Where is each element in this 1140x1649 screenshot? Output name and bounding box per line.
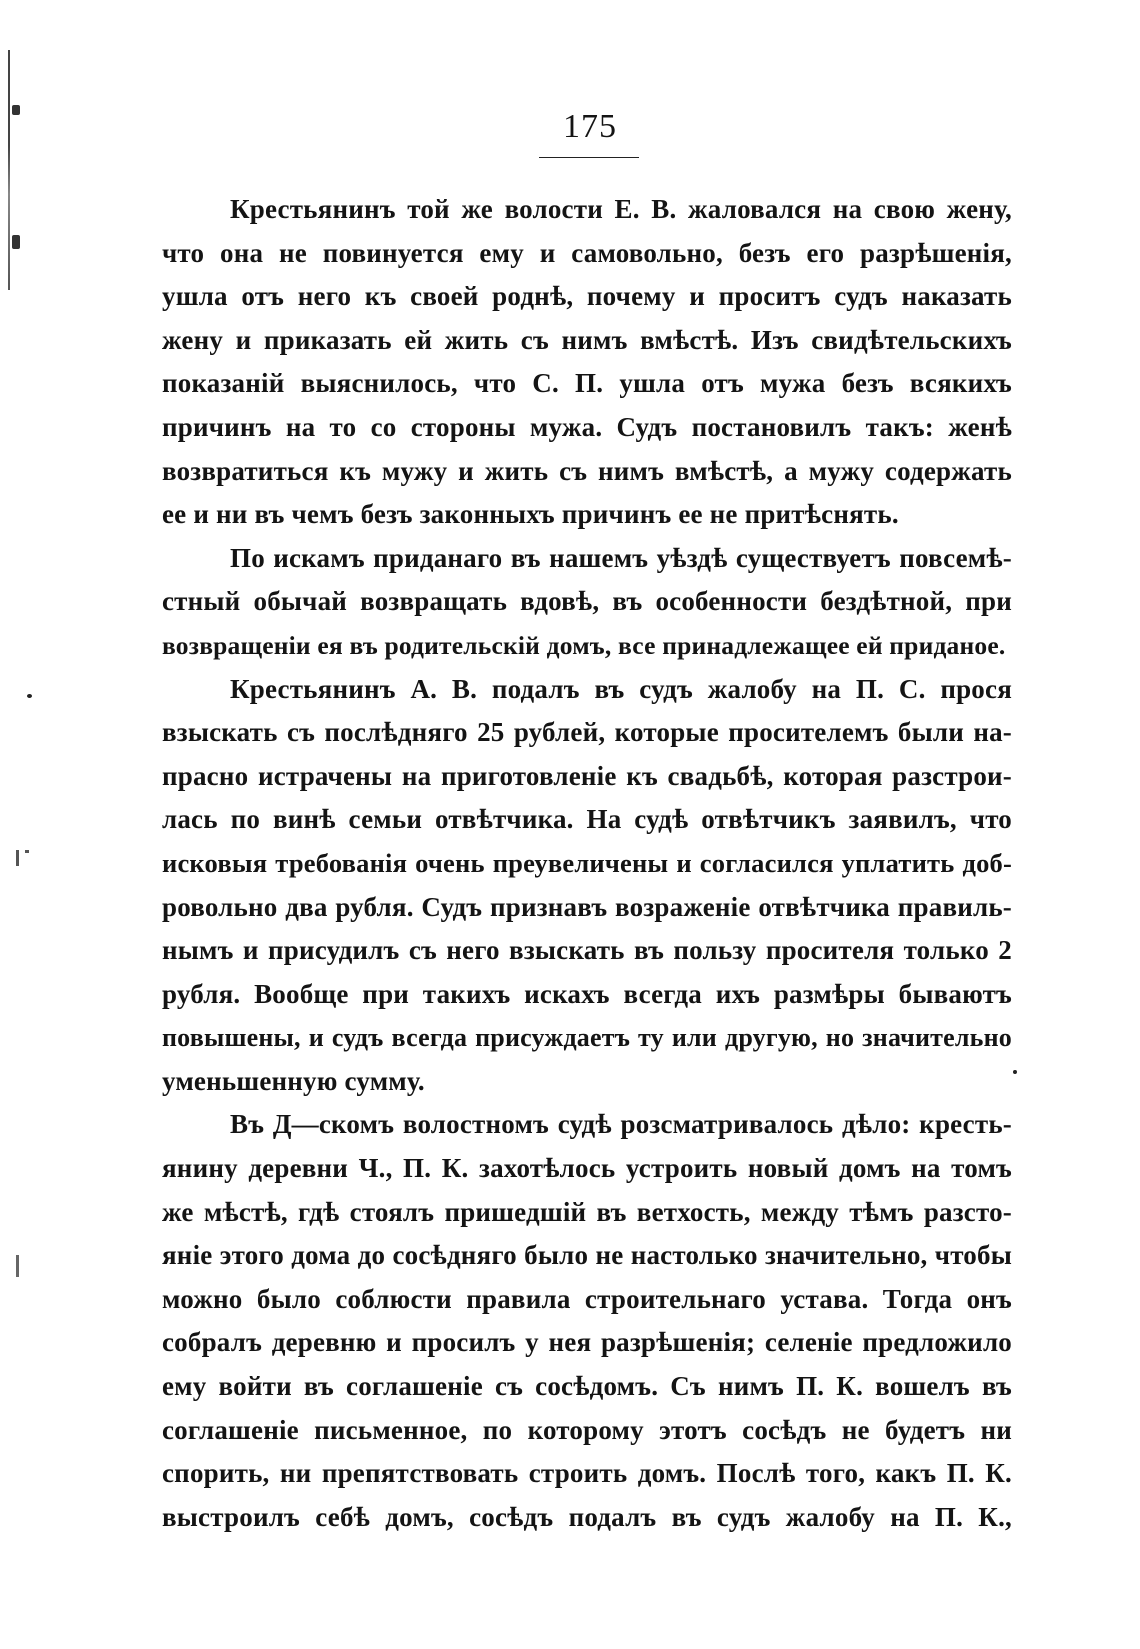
text-line: причинъ на то со стороны мужа. Судъ постановилъ такъ: женѣ	[162, 411, 1012, 442]
text-line: Крестьянинъ той же волости Е. В. жаловался на свою жену,	[230, 194, 1012, 224]
text-line: яніе этого дома до сосѣдняго было не настолько значительно, чтобы	[162, 1240, 1012, 1271]
text-line: взыскать съ послѣдняго 25 рублей, которые просителемъ были на-	[162, 717, 1012, 748]
text-line: ровольно два рубля. Судъ признавъ возраженіе отвѣтчика правиль-	[162, 891, 1012, 922]
page-number: 175	[563, 108, 617, 145]
text-line: янину деревни Ч., П. К. захотѣлось устроить новый домъ на томъ	[162, 1153, 1012, 1184]
scan-speck	[16, 1255, 19, 1277]
paragraph	[162, 1103, 1012, 1539]
text-line: лась по винѣ семьи отвѣтчика. На судѣ отвѣтчикъ заявилъ, что	[162, 804, 1012, 835]
text-line: можно было соблюсти правила строительнаго устава. Тогда онъ	[162, 1283, 1012, 1314]
text-line: соглашеніе письменное, по которому этотъ сосѣдъ не будетъ ни	[162, 1414, 1012, 1445]
scan-speck	[1013, 1070, 1017, 1074]
text-line: жену и приказать ей жить съ нимъ вмѣстѣ. Изъ свидѣтельскихъ	[162, 324, 1012, 355]
text-line: показаній выяснилось, что С. П. ушла отъ мужа безъ всякихъ	[162, 368, 1012, 399]
text-line: исковыя требованія очень преувеличены и согласился уплатить доб-	[162, 847, 1012, 878]
text-line: стный обычай возвращать вдовѣ, въ особенности бездѣтной, при	[162, 586, 1012, 617]
text-line: что она не повинуется ему и самовольно, безъ его разрѣшенія,	[162, 237, 1012, 268]
text-line: уменьшенную сумму.	[162, 1065, 425, 1096]
paragraph	[162, 668, 1012, 1104]
text-line: Крестьянинъ А. В. подалъ въ судъ жалобу на П. С. прося	[230, 673, 1012, 704]
text-line: же мѣстѣ, гдѣ стоялъ пришедшій въ ветхость, между тѣмъ разсто-	[162, 1196, 1012, 1227]
scan-margin-mark	[12, 235, 20, 249]
scan-margin-edge	[8, 50, 10, 290]
text-line: По искамъ приданаго въ нашемъ уѣздѣ существуетъ повсемѣ-	[230, 542, 1012, 573]
paragraph	[162, 537, 1012, 668]
text-line: ее и ни въ чемъ безъ законныхъ причинъ ее не притѣснять.	[162, 499, 899, 530]
text-line: возвратиться къ мужу и жить съ нимъ вмѣстѣ, а мужу содержать	[162, 455, 1012, 486]
scan-speck	[16, 850, 19, 866]
paragraph	[162, 188, 1012, 537]
text-line: собралъ деревню и просилъ у нея разрѣшенія; селеніе предложило	[162, 1327, 1012, 1358]
text-line: ушла отъ него къ своей роднѣ, почему и проситъ судъ наказать	[162, 281, 1012, 312]
text-line: Въ Д—скомъ волостномъ судѣ розсматривалось дѣло: кресть-	[230, 1109, 1012, 1140]
text-line: спорить, ни препятствовать строить домъ. Послѣ того, какъ П. К.	[162, 1458, 1012, 1489]
text-line: нымъ и присудилъ съ него взыскать въ пользу просителя только 2	[162, 935, 1012, 966]
page-number-rule	[539, 157, 639, 158]
scan-margin-mark	[12, 105, 20, 115]
text-line: возвращеніи ея въ родительскій домъ, все принадлежащее ей приданое.	[162, 630, 1006, 660]
text-line: прасно истрачены на приготовленіе къ свадьбѣ, которая разстрои-	[162, 760, 1012, 791]
text-line: повышены, и судъ всегда присуждаетъ ту или другую, но значительно	[162, 1023, 1012, 1053]
scan-speck	[27, 694, 32, 698]
text-line: выстроилъ себѣ домъ, сосѣдъ подалъ въ судъ жалобу на П. К.,	[162, 1501, 1012, 1532]
text-line: ему войти въ соглашеніе съ сосѣдомъ. Съ нимъ П. К. вошелъ въ	[162, 1371, 1012, 1402]
text-line: рубля. Вообще при такихъ искахъ всегда ихъ размѣры бываютъ	[162, 978, 1012, 1009]
scan-speck	[25, 850, 29, 853]
body-text	[162, 188, 1012, 1539]
